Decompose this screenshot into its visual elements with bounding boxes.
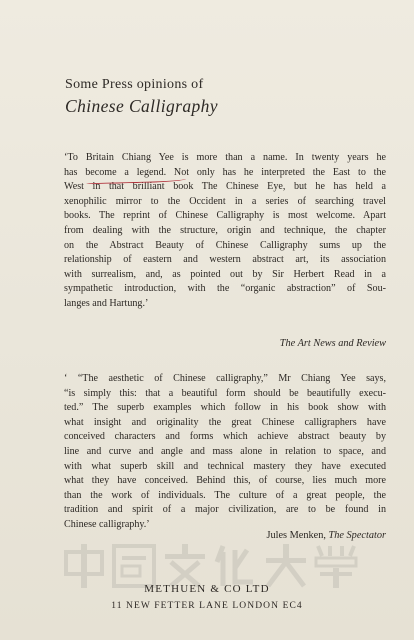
quote-line: what they have conceived. Behind this, of course, lies much more <box>64 475 386 487</box>
quote-line: than the work of individuals. The culture of a great people, the <box>64 489 386 501</box>
quote-line: ‘To Britain Chiang Yee is more than a name. In twenty years he <box>64 152 386 163</box>
quote-line: has become a legend. Not only has he interpreted the East to the <box>64 166 386 178</box>
quote-line: langes and Hartung.’ <box>64 297 149 309</box>
quote-line: “is simply this: that a beautiful form should be beautifully execu- <box>64 387 386 399</box>
press-quote-art-news <box>64 151 386 312</box>
quote-line: tradition and spirit of a major civilization, are to be found in <box>64 504 386 516</box>
quote-line: conceived characters and forms which achieve abstract beauty by <box>64 431 386 443</box>
press-quote-spectator <box>64 372 386 533</box>
publisher-address: 11 NEW FETTER LANE LONDON EC4 <box>111 601 303 611</box>
quote-line: xenophilic mirror to the Occident in a series of searching travel <box>64 195 386 207</box>
page-heading: Some Press opinions of <box>65 77 204 92</box>
quote-line: ‘ “The aesthetic of Chinese calligraphy,” Mr Chiang Yee says, <box>64 373 386 384</box>
quote-attribution: The Art News and Review <box>279 338 386 349</box>
quote-line: relationship of eastern and western abstract art, its association <box>64 254 386 266</box>
quote-line: line and curve and angle and mass alone in relation to space, and <box>64 445 386 457</box>
quote-line: from dealing with the structure, origin and technique, the chapter <box>64 224 386 236</box>
quote-line: books. The reprint of Chinese Calligraphy is most welcome. Apart <box>64 210 386 222</box>
quote-line: with what superb skill and technical mastery they have executed <box>64 460 386 472</box>
quote-line: sympathetic introduction, with the “organic abstraction” of Sou- <box>64 283 386 295</box>
quote-line: ted.” The superb examples which follow in his book show with <box>64 402 386 414</box>
quote-line: West in that brilliant book The Chinese Eye, but he has held a <box>64 181 386 193</box>
quote-line: on the Abstract Beauty of Chinese Calligraphy sums up the <box>64 239 386 251</box>
quote-line: Chinese calligraphy.’ <box>64 518 150 530</box>
quote-line: what insight and originality the great Chinese calligraphers have <box>64 416 386 428</box>
attribution-publication: The Spectator <box>328 530 386 541</box>
attribution-name: Jules Menken, <box>266 530 329 541</box>
book-title: Chinese Calligraphy <box>65 96 218 116</box>
publisher-name: METHUEN & CO LTD <box>144 583 270 595</box>
quote-line: with surrealism, and, as pointed out by Sir Herbert Read in a <box>64 268 386 280</box>
